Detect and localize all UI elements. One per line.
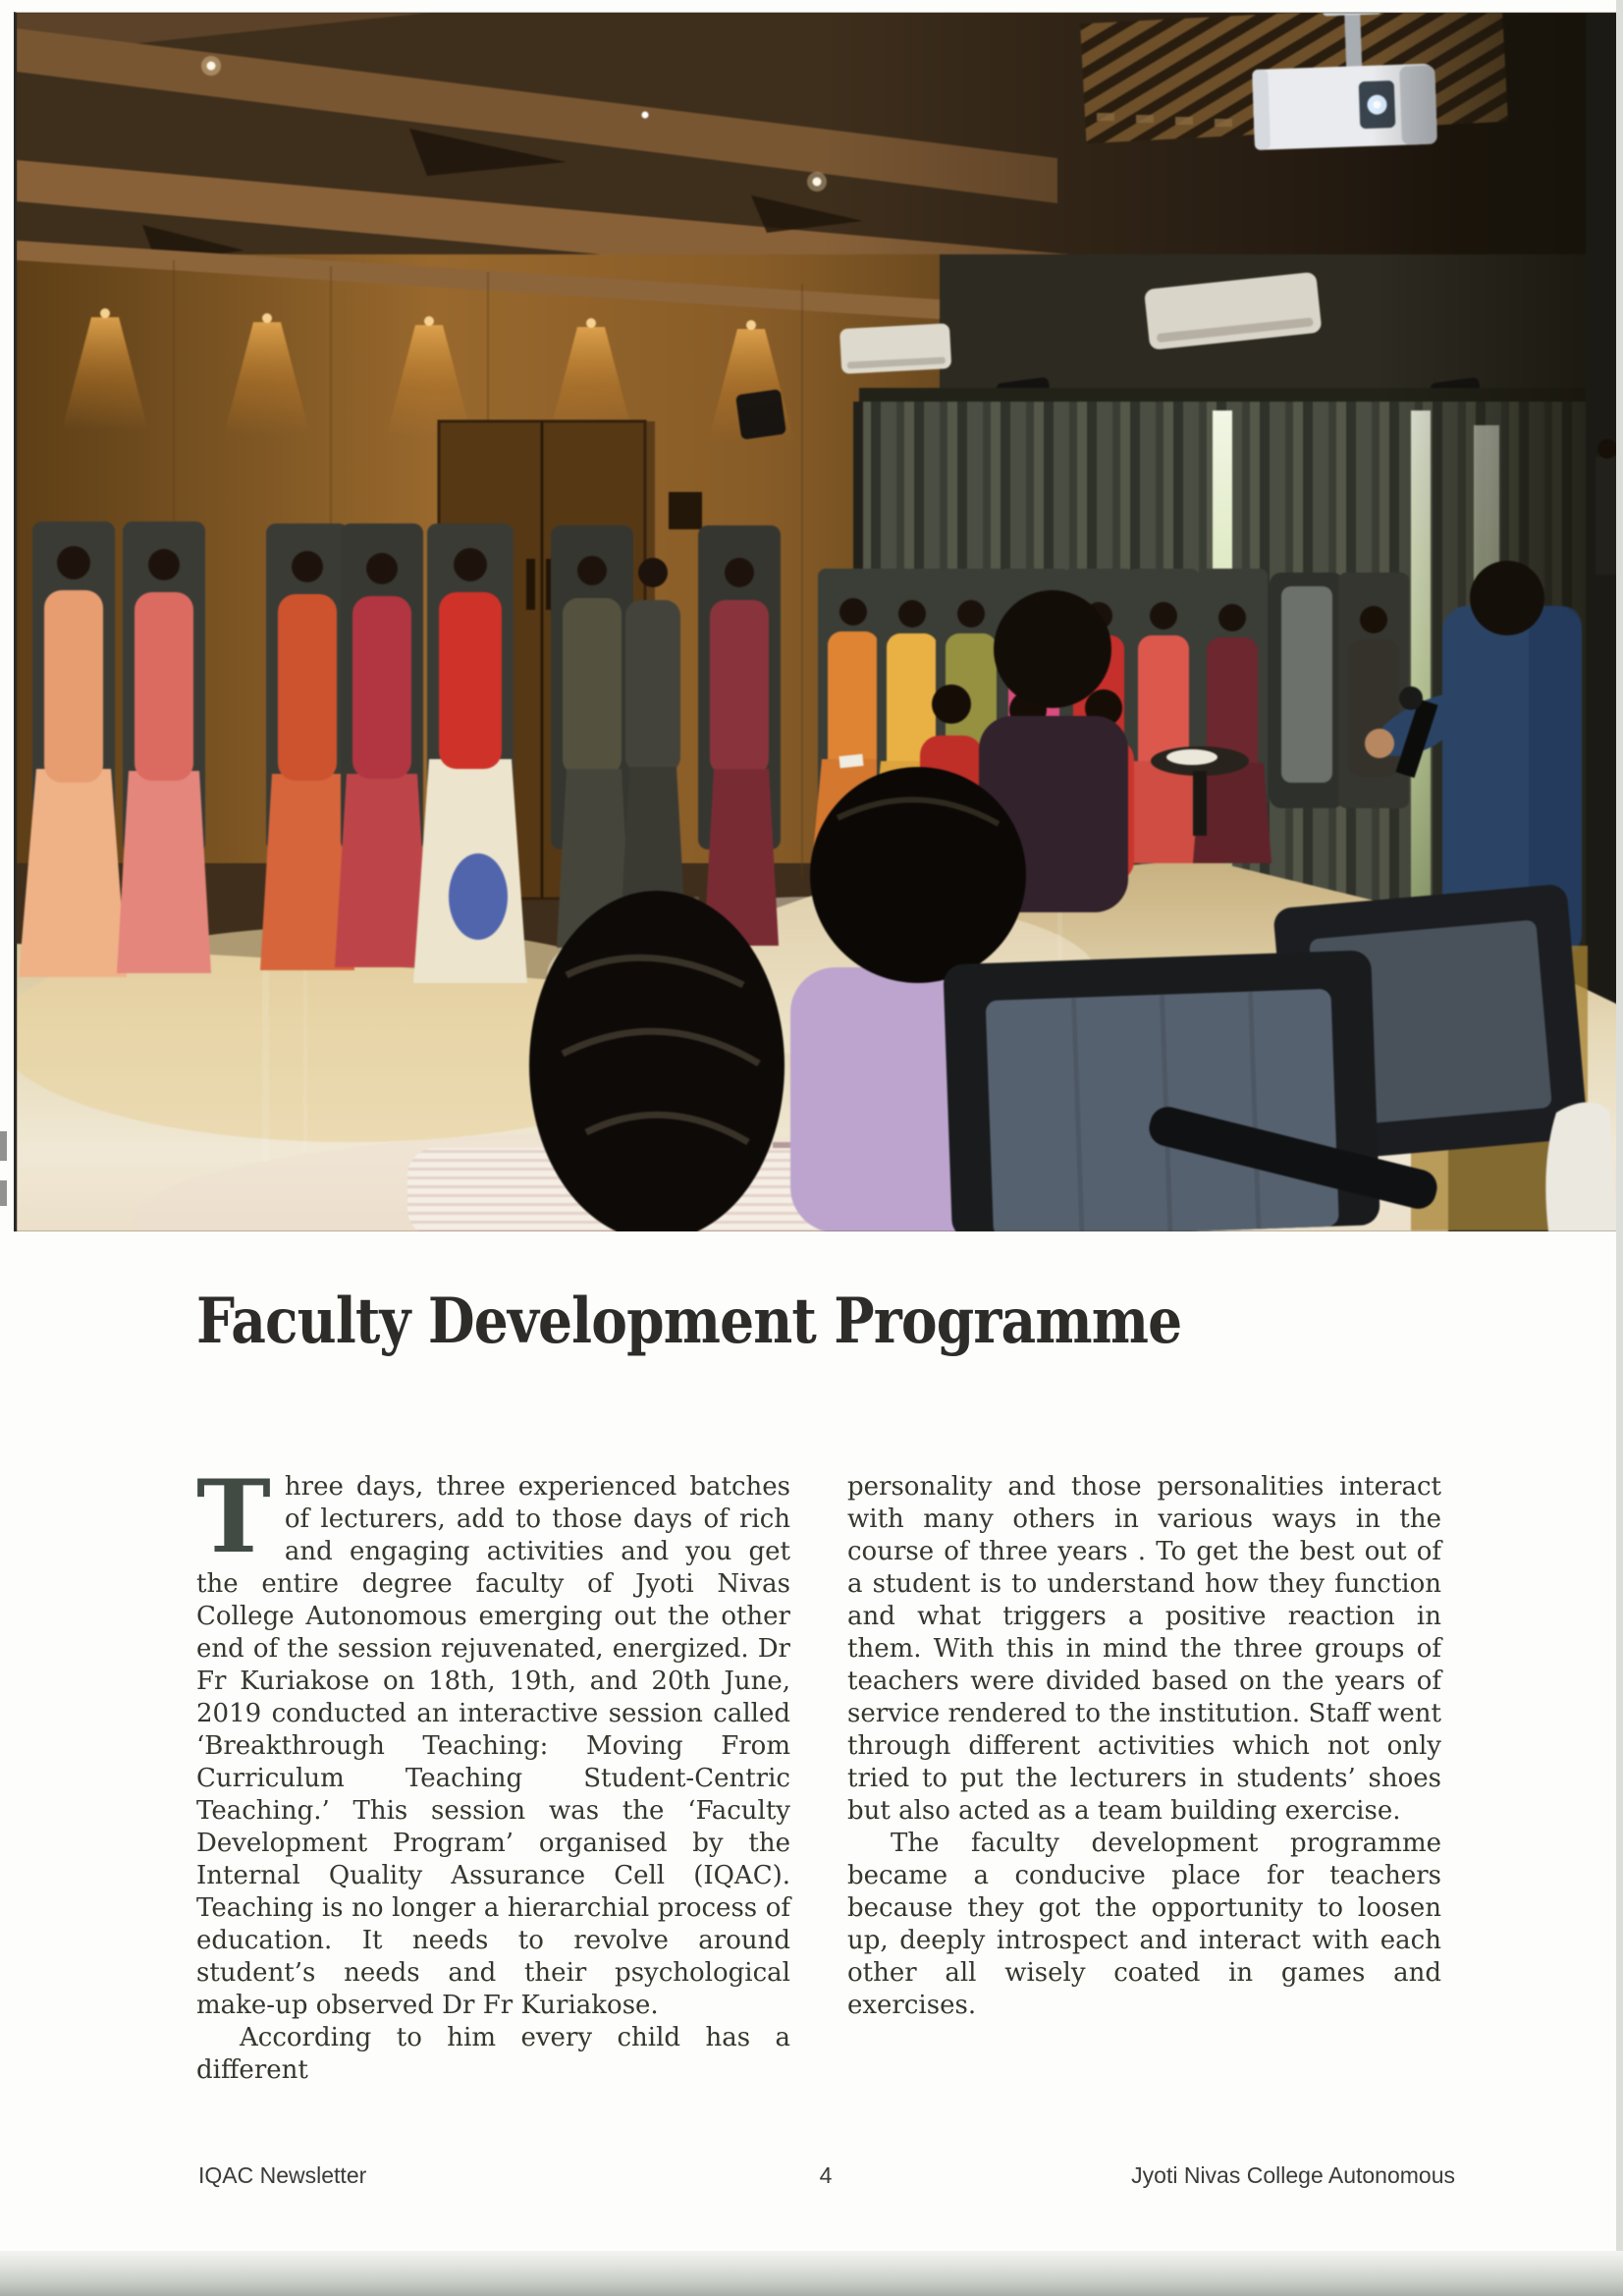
speaker-hand: [1365, 729, 1394, 758]
article: [196, 1286, 1441, 2087]
page-footer: [196, 2162, 1455, 2192]
event-photo: [14, 12, 1618, 1231]
article-columns: [196, 1457, 1441, 2087]
paragraph-1-text: hree days, three experienced batches of lecturers, add to those days of rich and engaging activities and you get the entire degree faculty of Jyoti Nivas College Autonomous emerging out the other end of the session rejuvenated, energized. Dr Fr Kuriakose on 18th, 19th, and 20th June, 2019 conducted an interactive session called ‘Breakthrough Teaching: Moving From Curriculum Teaching Student-Centric Teaching.’ This session was the ‘Faculty Development Program’ organised by the Internal Quality Assurance Cell (IQAC). Teaching is no longer a hierarchial process of education. It needs to revolve around student’s needs and their psychological make-up observed Dr Fr Kuriakose.: [196, 1471, 790, 2020]
paragraph-1: [196, 1457, 790, 2022]
scan-edge-bottom: [0, 2251, 1623, 2296]
scan-mark: [0, 1131, 7, 1161]
article-column-1: [196, 1457, 790, 2087]
scan-edge-right: [1616, 0, 1623, 2296]
distant-figure: [1596, 439, 1618, 574]
footer-college-name: Jyoti Nivas College Autonomous: [1131, 2162, 1455, 2188]
attendee-head-white-shirt: [529, 891, 784, 1231]
wall-panel-box: [669, 492, 702, 529]
event-photo-illustration: [17, 13, 1618, 1231]
paragraph-3: personality and those personalities interact with many others in various ways in the course of three years . To get the best out of a student is to understand how they function and what triggers a positive reaction in them. With this in mind the three groups of teachers were divided based on the years of service rendered to the institution. Staff went through different activities which not only tried to put the lecturers in students’ shoes but also acted as a team building exercise.: [847, 1471, 1441, 1826]
paragraph-2: According to him every child has a different: [196, 2022, 790, 2085]
speaker-head: [1470, 561, 1544, 635]
article-title: Faculty Development Programme: [196, 1285, 1182, 1358]
paragraph-4: The faculty development programme became a conducive place for teachers because they got the opportunity to loosen up, deeply introspect and interact with each other all wisely coated in games and exercises.: [847, 1828, 1441, 2020]
article-column-2: [847, 1471, 1441, 2087]
drop-cap: T: [196, 1457, 271, 1576]
scan-mark: [0, 1180, 7, 1206]
ac-unit-left: [839, 323, 951, 374]
page-number: 4: [819, 2162, 833, 2188]
footer-newsletter-name: IQAC Newsletter: [198, 2162, 367, 2188]
white-cloth: [1545, 1102, 1618, 1231]
hall-scene: [17, 13, 1618, 1231]
